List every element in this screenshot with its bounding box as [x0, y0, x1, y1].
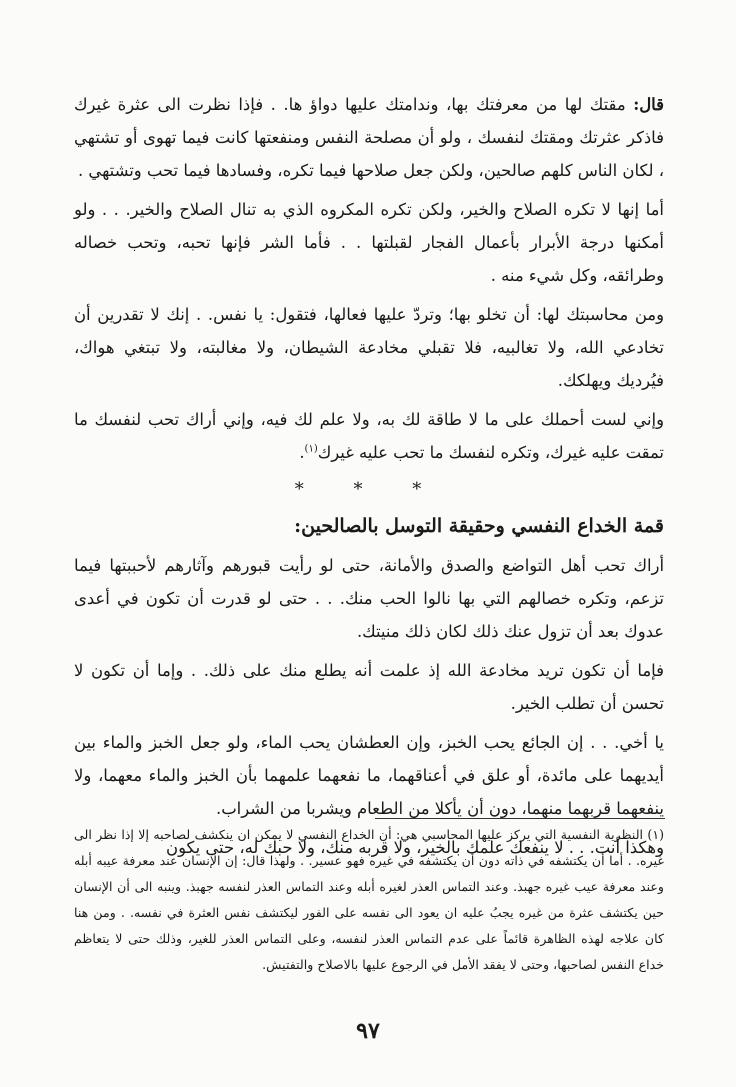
paragraph-text: مقتك لها من معرفتك بها، وندامتك عليها دواؤ ها. . فإذا نظرت الى عثرة غيرك فاذكر عثرتك ومقتك لنفسك ، ولو أن مصلحة النفس ومنفعتها كانت فيما تهوى أو تشتهي ، لكان الناس كلهم صالحين، ولكن جعل صلاحها فيما تكره، وفسادها فيما تحب وتشتهي .: [74, 95, 664, 180]
paragraph-text: ومن محاسبتك لها: أن تخلو بها؛ وتردّ عليها فعالها، فتقول: يا نفس. . إنك لا تقدرين أن تخادعي الله، ولا تغالبيه، فلا تقبلي مخادعة الشيطان، ولا مغالبته، ولا تبتغي هواك، فيُرديك ويهلكك.: [74, 305, 664, 390]
paragraph-2: [74, 193, 664, 292]
paragraph-lead: قال:: [633, 95, 664, 114]
paragraph-4: [74, 403, 664, 469]
section-paragraph-1: أراك تحب أهل التواضع والصدق والأمانة، حتى لو رأيت قبورهم وآثارهم لأحببتها فيما تزعم، وتكره خصالهم التي بها نالوا الحب منك. . . حتى لو قدرت أن تكون في أعدى عدوك بعد أن تزول عنك ذلك لكان ذلك منيتك.: [74, 556, 664, 641]
footnote-1: (١) النظرية النفسية التي يركز عليها المحاسبي هي: أن الخداع النفسي لا يمكن ان ينكشف لصاحبه إلا إذا نظر الى غيره. . أما أن يكتشفه في ذاته دون أن يكتشفه في غيره فهو عسير. . ولهذا قال: إن الإنسان عند معرفة عيبه أبله وعند معرفة عيب غيره جهبذ. وعند التماس العذر لغيره أبله وعند التماس العذر لنفسه جهبذ. وينبه الى أن الإنسان حين يكتشف عثرة من غيره يجبُ عليه ان يعود الى نفسه على الفور ليكتشف نفس العثرة في نفسه. . ومن هنا كان علاجه لهذه الظاهرة قائماً على عدم التماس العذر لنفسه، وعلى التماس العذر للغير، وذلك حتى لا يتعاظم خداع النفس لصاحبها، وحتى لا يفقد الأمل في الرجوع عليها بالاصلاح والتفتيش.: [74, 827, 664, 972]
footnote-reference: (١): [304, 443, 318, 455]
section-paragraph-3: يا أخي. . . إن الجائع يحب الخبز، وإن العطشان يحب الماء، ولو جعل الخبز والماء بين أيديهما على مائدة، أو علق في أعناقهما، ما نفعهما علمهما بأن الخبز والماء معهما، ولا ينفعهما قربهما منهما، دون أن يأكلا من الطعام ويشربا من الشراب.: [74, 733, 664, 818]
paragraph-text: أما إنها لا تكره الصلاح والخير، ولكن تكره المكروه الذي به تنال الصلاح والخير. . . ولو أمكنها درجة الأبرار بأعمال الفجار لقبلتها . . فأما الشر فإنها تحبه، وتحب خصاله وطرائقه، وكل شيء منه .: [74, 200, 664, 285]
section-separator: * * *: [294, 479, 444, 500]
page-number: ٩٧: [356, 1018, 380, 1044]
section-paragraph-2: فإما أن تكون تريد مخادعة الله إذ علمت أنه يطلع منك على ذلك. . وإما أن تكون لا تحسن أن تطلب الخير.: [74, 661, 664, 713]
footnote-divider: [375, 818, 665, 819]
main-text: [74, 88, 664, 870]
section-heading: قمة الخداع النفسي وحقيقة التوسل بالصالحين:: [294, 515, 664, 537]
footnotes: [74, 822, 664, 978]
paragraph-text: وإني لست أحملك على ما لا طاقة لك به، ولا علم لك فيه، وإني أراك تحب لنفسك ما تمقت عليه غيرك، وتكره لنفسك ما تحب عليه غيرك: [74, 410, 664, 462]
paragraph-end: .: [299, 443, 305, 462]
paragraph-3: [74, 298, 664, 397]
paragraph-1: [74, 88, 664, 187]
section-paragraph-4: وهكذا أنت. . . لا ينفعك علمك بالخير، ولا قربه منك، ولا حبك له، حتى يكون: [166, 838, 664, 857]
